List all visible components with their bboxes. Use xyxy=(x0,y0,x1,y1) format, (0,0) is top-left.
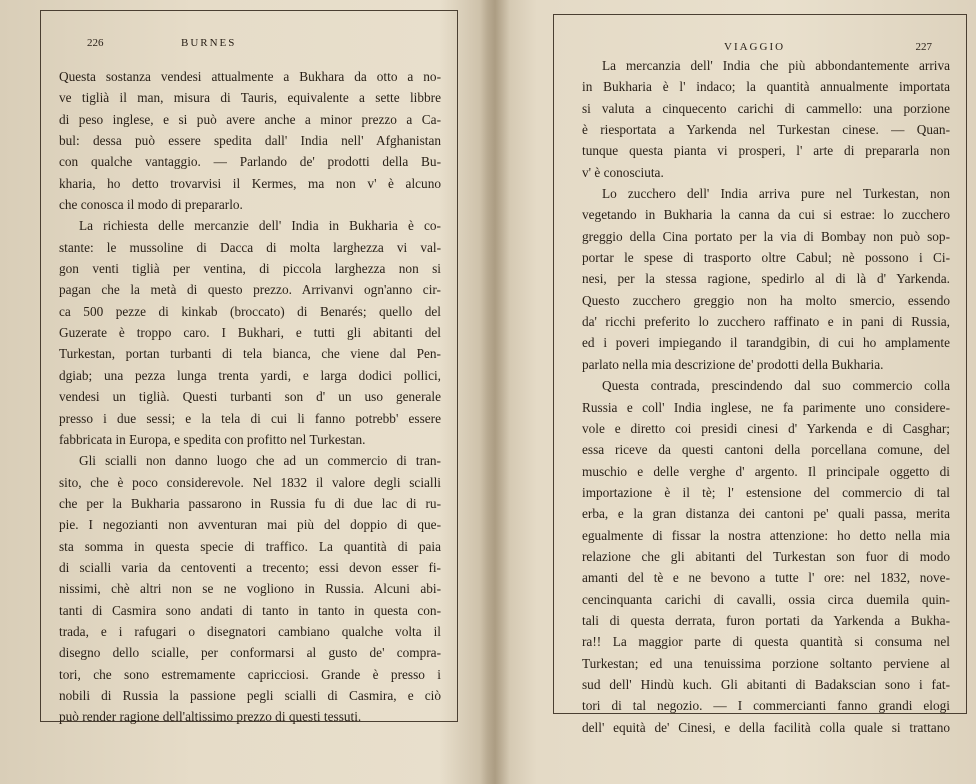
text-line: Turkestan; ed una tenuissima porzione soltanto perviene al xyxy=(582,655,950,671)
text-line: pagan che la metà di questo prezzo. Arrivanvi ogn'anno cir- xyxy=(59,282,441,298)
text-line: La mercanzia dell' India che più abbondantemente arriva xyxy=(602,58,950,73)
text-line: fabbricata in Europa, e spedita con profitto nel Turkestan. xyxy=(59,431,366,447)
text-line: muschio e delle verghe d' argento. Il principale oggetto di xyxy=(582,463,950,479)
text-line: presso i due sessi; e la tela di cui li fanno potrebb' essere xyxy=(59,410,441,426)
left-page-header xyxy=(41,37,457,55)
text-line: Gli scialli non danno luogo che ad un commercio di tran- xyxy=(79,453,441,469)
text-line: tali di questa derrata, furon portati da Yarkenda a Bukha- xyxy=(582,612,950,628)
text-line: ed i poveri impiegando il tarandgibin, di cui ho amplamente xyxy=(582,335,950,351)
text-line: parlato nella mia descrizione de' prodotti della Bukharia. xyxy=(582,356,884,372)
right-page-number: 227 xyxy=(915,41,932,53)
text-line: Guzerate è troppo caro. I Bukhari, e tutti gli abitanti del xyxy=(59,325,441,341)
text-line: che conosca il modo di prepararlo. xyxy=(59,197,243,213)
text-line: Lo zucchero dell' India arriva pure nel Turkestan, non xyxy=(602,186,950,202)
text-line: importazione è il tè; l' estensione del commercio di tal xyxy=(582,484,950,500)
text-line: nobili di Russia la passione pegli scialli di Casmira, e ciò xyxy=(59,687,441,703)
left-page-number: 226 xyxy=(87,37,104,49)
text-line: stante: le mussoline di Dacca di molta larghezza vi val- xyxy=(59,239,441,255)
text-line: Russia e coll' India inglese, ne fa parimente uno considere- xyxy=(582,399,950,415)
text-line: pie. I negozianti non avventuran mai più del doppio di que- xyxy=(59,517,441,533)
text-line: si valuta a cinquecento carichi di cammello: una porzione xyxy=(582,100,950,116)
text-line: è riesportata a Yarkenda nel Turkestan cinese. — Quan- xyxy=(582,122,950,138)
text-line: vegetando in Bukharia la canna da cui si estrae: lo zucchero xyxy=(582,207,950,223)
text-line: dell' equità de' Cinesi, e della facilità colla quale si trattano xyxy=(582,719,950,735)
right-page-text xyxy=(582,55,950,738)
left-page xyxy=(40,10,458,725)
text-line: greggio della Cina portato per la via di Bombay non può sop- xyxy=(582,228,950,244)
text-line: La richiesta delle mercanzie dell' India in Bukharia è co- xyxy=(79,218,441,234)
text-line: dgiab; una pezza lunga trenta yardi, e larga dodici pollici, xyxy=(59,367,441,383)
text-line: sta somma in questa specie di traffico. La quantità di paia xyxy=(59,538,441,554)
right-page xyxy=(553,14,967,735)
text-line: Questa contrada, prescindendo dal suo commercio colla xyxy=(602,378,950,394)
text-line: kharia, ho detto trovarvisi il Kermes, ma non v' è alcuno xyxy=(59,175,441,191)
text-line: nissimi, chè altri non se ne vogliono in Russia. Alcuni abi- xyxy=(59,581,441,597)
text-line: erba, e la gran distanza dei cantoni pe' quali passa, merita xyxy=(582,506,950,522)
text-line: essa riceve da questi cantoni della porcellana comune, del xyxy=(582,442,950,458)
text-line: amanti del tè e ne bevono a tutte l' ore: nel 1832, nove- xyxy=(582,570,950,586)
text-line: bul: dessa può essere spedita dall' India nell' Afghanistan xyxy=(59,133,441,149)
text-line: con qualche vantaggio. — Parlando de' prodotti della Bu- xyxy=(59,154,441,170)
text-line: cencinquanta carichi di cavalli, ossia circa duemila quin- xyxy=(582,591,950,607)
text-line: gon venti tiglià per ventina, di piccola larghezza non si xyxy=(59,261,441,277)
text-line: sud dell' Hindù kuch. Gli abitanti di Badakscian sono i fat- xyxy=(582,676,950,692)
text-line: ca 500 pezze di kinkab (broccato) di Benarés; quello del xyxy=(59,303,441,319)
text-line: tori di tal negozio. — I commercianti fanno grandi elogi xyxy=(582,698,950,714)
book-gutter xyxy=(480,0,510,784)
text-line: trada, e i rafugari o disegnatori cambiano qualche volta il xyxy=(59,623,441,639)
text-line: relazione che gli abitanti del Turkestan son fuor di modo xyxy=(582,548,950,564)
text-line: tunque questa pianta vi prosperi, l' arte di prepararla non xyxy=(582,143,950,159)
text-line: che per la Bukharia passarono in Russia fu di due lac di ru- xyxy=(59,495,441,511)
text-line: sito, che è poco considerevole. Nel 1832 il valore degli scialli xyxy=(59,474,441,490)
text-line: ra!! La maggior parte di questa quantità si consuma nel xyxy=(582,634,950,650)
text-line: ve tiglià il man, misura di Tauris, equivalente a sette libbre xyxy=(59,90,441,106)
text-line: da' ricchi preferito lo zucchero raffinato e in pani di Russia, xyxy=(582,314,950,330)
text-line: può render ragione dell'altissimo prezzo di questi tessuti. xyxy=(59,709,362,725)
text-line: tori, che sono estremamente capricciosi. Grande è presso i xyxy=(59,666,441,682)
left-running-head: BURNES xyxy=(181,37,237,49)
text-line: Questo zucchero greggio non ha molto smercio, essendo xyxy=(582,292,950,308)
text-line: v' è conosciuta. xyxy=(582,164,664,180)
text-line: di scialli varia da centoventi a trecento; essi devon esser fi- xyxy=(59,559,441,575)
text-line: di peso inglese, e si può avere anche a minor prezzo a Ca- xyxy=(59,111,441,127)
text-line: Turkestan, portan turbanti di tela bianca, che viene dal Pen- xyxy=(59,346,441,362)
text-line: egualmente di fissar la nostra attenzione: ho detto nella mia xyxy=(582,527,950,543)
left-page-text xyxy=(59,66,441,728)
text-line: disegno dello scialle, per conformarsi al gusto de' compra- xyxy=(59,645,441,661)
right-running-head: VIAGGIO xyxy=(724,41,786,53)
text-line: portar le spese di trasporto oltre Cabul; nè possono i Ci- xyxy=(582,250,950,266)
text-line: nesi, per la stessa ragione, spedirlo al di là d' Yarkenda. xyxy=(582,271,950,287)
text-line: Questa sostanza vendesi attualmente a Bukhara da otto a no- xyxy=(59,69,441,84)
text-line: tanti di Casmira sono andati di tanto in tanto in questa con- xyxy=(59,602,441,618)
text-line: vendesi un tiglià. Questi turbanti son d' un uso generale xyxy=(59,389,441,405)
text-line: in Bukharia è l' indaco; la quantità annualmente importata xyxy=(582,79,950,95)
text-line: vole e diretto coi presidi cinesi d' Yarkenda e di Casghar; xyxy=(582,420,950,436)
